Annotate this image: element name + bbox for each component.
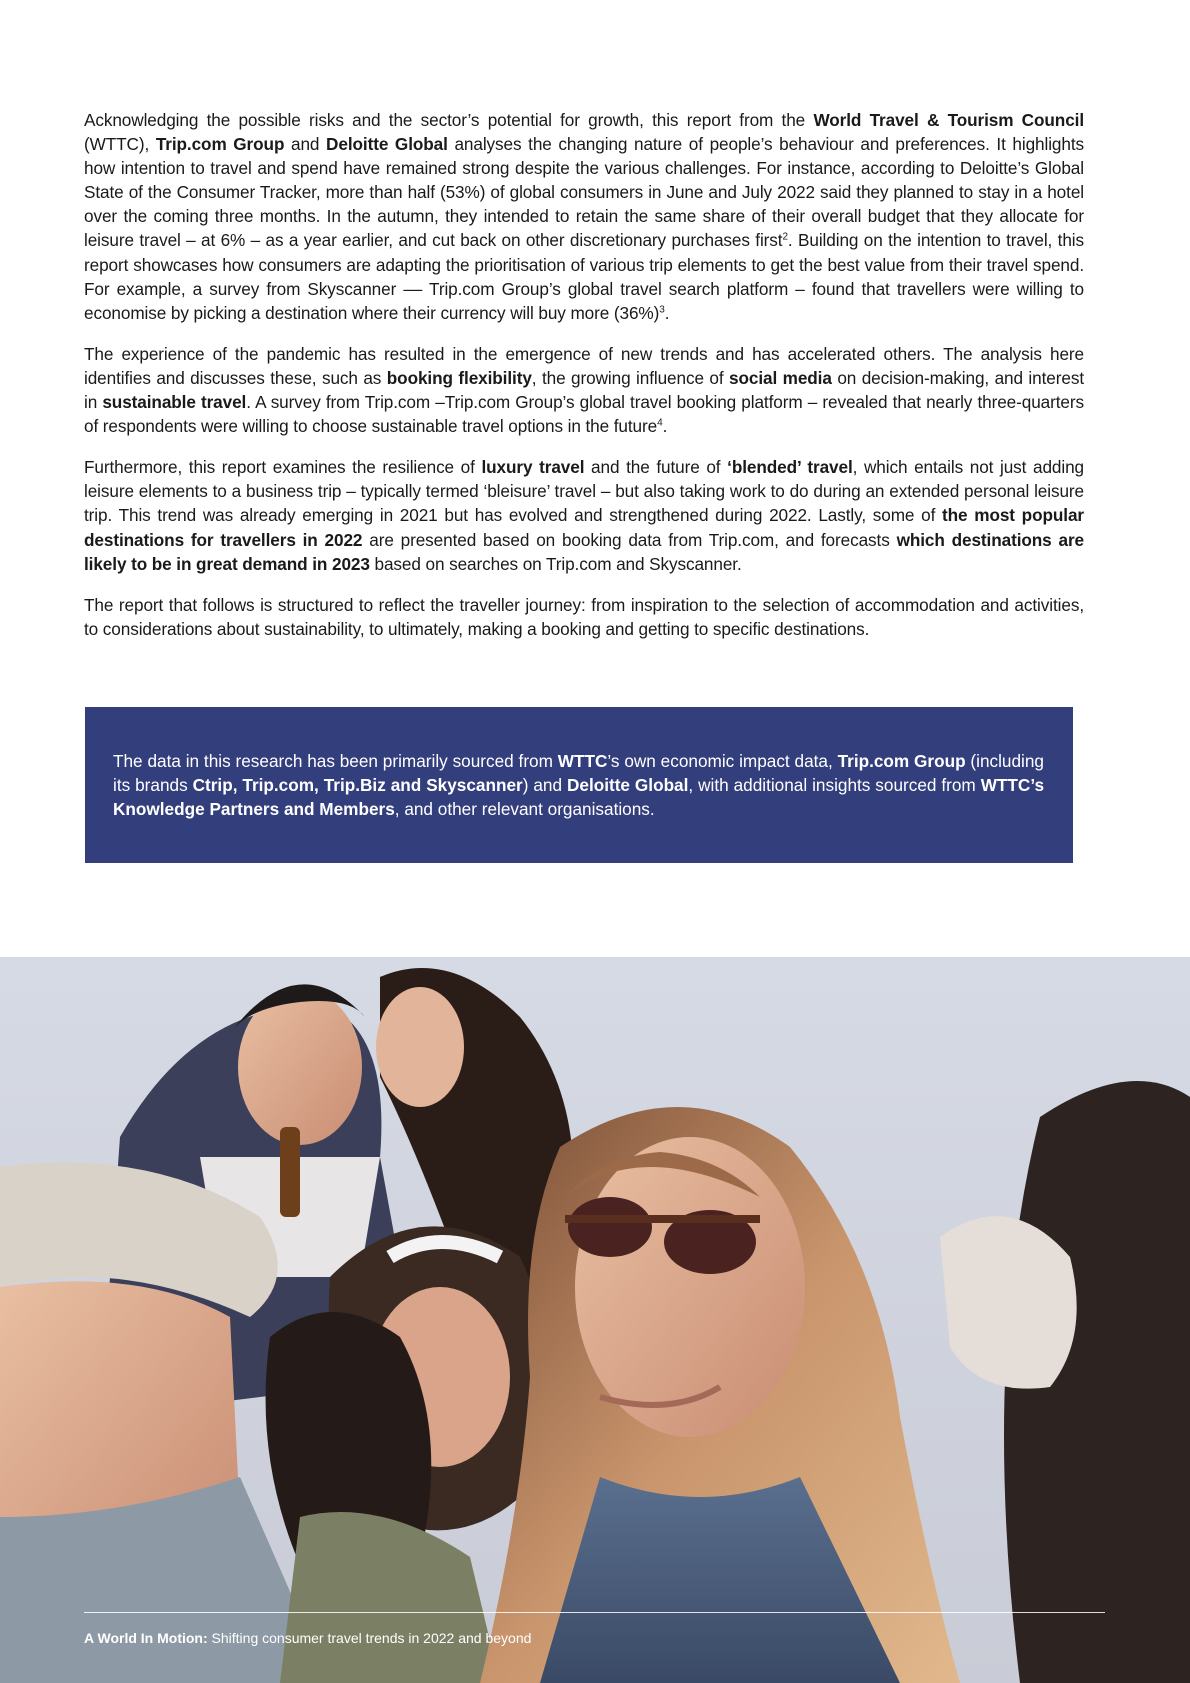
bold-text: Trip.com Group [837, 751, 966, 771]
bold-text: luxury travel [481, 457, 585, 478]
text-run: , the growing influence of [531, 367, 730, 388]
paragraph-intro [84, 108, 1084, 325]
bold-text: booking flexibility [386, 367, 532, 388]
paragraph-trends [84, 342, 1084, 438]
text-run: (WTTC), [84, 134, 156, 155]
footnote-ref: 2 [782, 231, 788, 243]
text-run: The report that follows is structured to reflect the traveller journey: from inspiration to the selection of accommodation and activities, to considerations about sustainability, to ultimately, making a booking and getting to specific destinations. [84, 594, 1084, 639]
text-run: . [664, 302, 670, 323]
bold-text: which destinations are likely to be in great demand in 2023 [84, 529, 1084, 574]
text-run: Furthermore, this report examines the resilience of [84, 457, 482, 478]
footer-rule [84, 1612, 1105, 1613]
footer-title: A World In Motion: [84, 1630, 208, 1646]
text-run: , which entails not just adding leisure elements to a business trip – typically termed ‘bleisure’ travel – but also taking work to do during an extended personal leisure trip. This trend was already emerging in 2021 but has evolved and strengthened during 2022. Lastly, some of [84, 457, 1084, 526]
bold-text: Ctrip, Trip.com, Trip.Biz and Skyscanner [192, 775, 523, 796]
bold-text: social media [729, 367, 832, 388]
text-run: The experience of the pandemic has resulted in the emergence of new trends and has accelerated others. The analysis here identifies and discusses these, such as [84, 343, 1084, 388]
footnote-ref: 3 [659, 304, 665, 316]
bold-text: Deloitte Global [326, 134, 448, 155]
footer [84, 1630, 531, 1646]
data-sources-box [85, 707, 1073, 863]
bold-text: the most popular destinations for travellers in 2022 [84, 505, 1084, 550]
text-run: . Building on the intention to travel, this report showcases how consumers are adapting the prioritisation of various trip elements to get the best value from their travel spend. For example, a survey from Skyscanner –– Trip.com Group’s global travel search platform – found that travellers were willing to economise by picking a destination where their currency will buy more (36%) [84, 230, 1084, 323]
text-run: on decision-making, and interest in [84, 367, 1084, 413]
bold-text: ‘blended’ travel [727, 457, 853, 478]
text-run: and the future of [584, 457, 728, 478]
text-run: The data in this research has been primarily sourced from [113, 751, 558, 771]
text-run: analyses the changing nature of people’s behaviour and preferences. It highlights how intention to travel and spend have remained strong despite the various challenges. For instance, according to Deloitte’s Global State of the Consumer Tracker, more than half (53%) of global consumers in June and July 2022 said they planned to stay in a hotel over the coming three months. In the autumn, they intended to retain the same share of their overall budget that they allocate for leisure travel – at 6% – as a year earlier, and cut back on other discretionary purchases first [84, 134, 1085, 251]
footnote-ref: 4 [657, 417, 663, 429]
text-run: based on searches on Trip.com and Skyscanner. [369, 553, 742, 574]
bold-text: Trip.com Group [155, 134, 285, 155]
text-run: (including its brands [113, 751, 1044, 796]
text-run: are presented based on booking data from Trip.com, and forecasts [362, 529, 897, 550]
text-run: , and other relevant organisations. [394, 799, 655, 820]
text-run: ) and [522, 775, 567, 796]
bold-text: WTTC [557, 751, 608, 771]
bold-text: Deloitte Global [566, 775, 689, 796]
footer-subtitle: Shifting consumer travel trends in 2022 and beyond [207, 1630, 532, 1646]
text-run: . A survey from Trip.com –Trip.com Group’s global travel booking platform – revealed that nearly three-quarters of respondents were willing to choose sustainable travel options in the future [84, 392, 1085, 437]
text-run: ’s own economic impact data, [607, 751, 838, 771]
bold-text: World Travel & Tourism Council [813, 110, 1085, 130]
paragraph-structure [84, 593, 1084, 641]
text-run: , with additional insights sourced from [688, 775, 981, 796]
main-text [84, 108, 1084, 658]
data-sources-text [113, 749, 1044, 821]
text-run: Acknowledging the possible risks and the sector’s potential for growth, this report from the [84, 110, 814, 130]
paragraph-luxury-blended [84, 455, 1084, 575]
text-run: . [662, 416, 668, 437]
bold-text: WTTC’s Knowledge Partners and Members [113, 775, 1045, 820]
people-photo [0, 957, 1190, 1683]
bold-text: sustainable travel [102, 392, 247, 413]
text-run: and [284, 134, 327, 155]
